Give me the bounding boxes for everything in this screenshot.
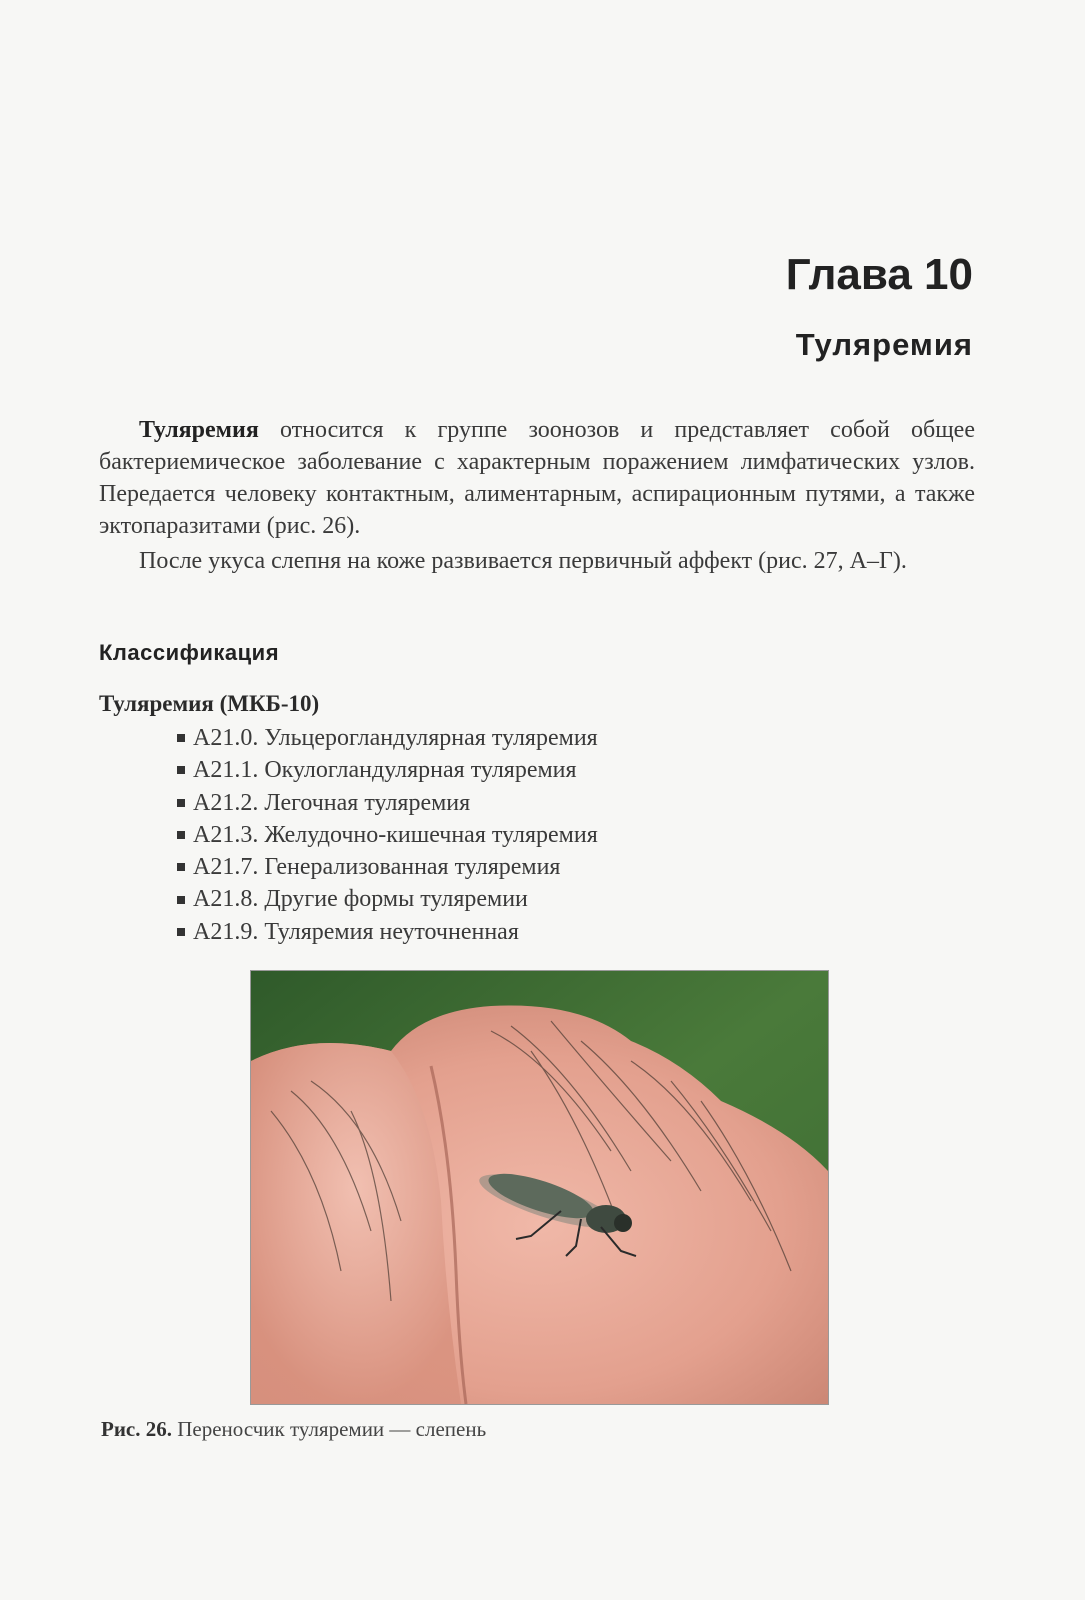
- square-bullet-icon: [177, 766, 185, 774]
- intro-paragraph-text: относится к группе зоонозов и представляет собой общее бактериемическое заболевание с характерным поражением лимфатических узлов. Передается человеку контактным, алиментарным, аспирационным путями, а также эктопаразитами (рис. 26).: [99, 417, 975, 539]
- list-item-text: A21.9. Туляремия неуточненная: [193, 918, 519, 945]
- square-bullet-icon: [177, 896, 185, 904]
- list-item: [177, 883, 598, 915]
- horsefly-on-hand-illustration: [251, 971, 828, 1404]
- intro-paragraph: [99, 414, 975, 542]
- list-item-text: A21.8. Другие формы туляремии: [193, 886, 528, 913]
- list-item: [177, 851, 598, 883]
- list-item: [177, 787, 598, 819]
- square-bullet-icon: [177, 734, 185, 742]
- square-bullet-icon: [177, 863, 185, 871]
- list-item: [177, 754, 598, 786]
- bite-paragraph: После укуса слепня на коже развивается первичный аффект (рис. 27, А–Г).: [139, 548, 907, 574]
- chapter-title: Туляремия: [795, 327, 973, 362]
- list-item: [177, 722, 598, 754]
- figure-caption-text: Переносчик туляремии — слепень: [172, 1417, 487, 1441]
- square-bullet-icon: [177, 799, 185, 807]
- list-item: [177, 819, 598, 851]
- icd-code-list: [177, 722, 598, 948]
- figure-caption: [101, 1417, 486, 1442]
- square-bullet-icon: [177, 928, 185, 936]
- horsefly-photo: [250, 970, 829, 1405]
- figure-label: Рис. 26.: [101, 1417, 172, 1441]
- classification-heading: Классификация: [99, 640, 280, 665]
- list-item-text: A21.2. Легочная туляремия: [193, 789, 471, 816]
- square-bullet-icon: [177, 831, 185, 839]
- list-item: [177, 916, 598, 948]
- list-item-text: A21.0. Ульцерогландулярная туляремия: [193, 725, 598, 751]
- icd-subheading: Туляремия (МКБ-10): [99, 691, 320, 716]
- list-item-text: A21.1. Окулогландулярная туляремия: [193, 757, 577, 784]
- intro-term: Туляремия: [139, 417, 259, 443]
- list-item-text: A21.7. Генерализованная туляремия: [193, 854, 561, 881]
- chapter-number: Глава 10: [785, 250, 973, 299]
- list-item-text: A21.3. Желудочно-кишечная туляремия: [193, 821, 598, 848]
